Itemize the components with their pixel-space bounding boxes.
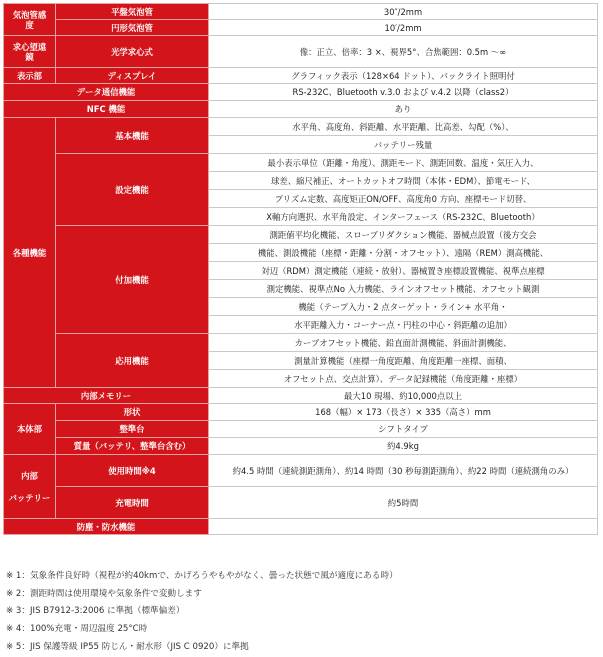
row-charge: [4, 487, 598, 519]
applied-value: 測量計算機能（座標一角度距離、角度距離一座標、面積、: [209, 352, 598, 370]
addon-value: 水平距離入力・コーナー点・円柱の中心・斜距離の追加）: [209, 316, 598, 334]
row-circ-bubble: [4, 20, 598, 36]
dust-value: [209, 519, 598, 535]
settings-value: プリズム定数、高度矩正ON/OFF、高度角0 方向、座標モード切替、: [209, 190, 598, 208]
weight-label: 質量（バッテリ、整準台含む）: [56, 438, 209, 455]
settings-value: X軸方向選択、水平角設定、インターフェース（RS-232C、Bluetooth）: [209, 208, 598, 226]
row-memory: [4, 388, 598, 404]
basic-value: バッテリー残量: [209, 136, 598, 154]
memory-value: 最大10 現場、約10,000点以上: [209, 388, 598, 404]
section-body: 本体部: [4, 404, 56, 455]
row-usage: [4, 455, 598, 487]
footnotes: [6, 568, 596, 656]
section-label-line: 度: [25, 19, 34, 30]
row-basic-1: [4, 118, 598, 136]
circ-bubble-label: 円形気泡管: [56, 20, 209, 36]
footnote: ※ 5：JIS 保護等級 IP55 防じん・耐水形（JIS C 0920）に準拠: [6, 641, 249, 652]
addon-label: 付加機能: [56, 226, 209, 334]
base-label: 整準台: [56, 421, 209, 438]
row-nfc: [4, 101, 598, 118]
section-label-line: 内部: [21, 470, 38, 481]
flat-bubble-value: 30″/2mm: [209, 4, 598, 20]
row-addon-1: [4, 226, 598, 244]
addon-value: 測定機能、視準点No 入力機能、ラインオフセット機能、オフセット観測: [209, 280, 598, 298]
shape-label: 形状: [56, 404, 209, 421]
weight-value: 約4.9kg: [209, 438, 598, 455]
shape-value: 168（幅）× 173（長さ）× 335（高さ）mm: [209, 404, 598, 421]
row-applied-1: [4, 334, 598, 352]
usage-label: 使用時間※4: [56, 455, 209, 487]
comm-label: データ通信機能: [4, 84, 209, 101]
nfc-label: NFC 機能: [4, 101, 209, 118]
section-display: 表示部: [4, 68, 56, 84]
addon-value: 機能、測設機能（座標・距離・分割・オフセット）、遠隔（REM）測高機能、: [209, 244, 598, 262]
applied-value: カーブオフセット機能、鉛直面計測機能、斜面計測機能、: [209, 334, 598, 352]
footnote: ※ 1：気象条件良好時（視程が約40kmで、かげろうやもやがなく、曇った状態で風が適度にある時）: [6, 571, 398, 581]
charge-label: 充電時間: [56, 487, 209, 519]
comm-value: RS-232C、Bluetooth v.3.0 および v.4.2 以降（class2）: [209, 84, 598, 101]
addon-value: 測距値平均化機能、スローブリダクション機能、器械点設置（後方交会: [209, 226, 598, 244]
charge-value: 約5時間: [209, 487, 598, 519]
memory-label: 内部メモリー: [4, 388, 209, 404]
footnote: ※ 4：100%充電・周辺温度 25°C時: [6, 624, 148, 635]
row-display: [4, 68, 598, 84]
section-plummet: [4, 36, 56, 68]
section-label-line: 求心望遠: [12, 41, 47, 52]
row-base: [4, 421, 598, 438]
dust-label: 防塵・防水機能: [4, 519, 209, 535]
flat-bubble-label: 平盤気泡管: [56, 4, 209, 20]
basic-value: 水平角、高度角、斜距離、水平距離、比高差、勾配（%）、: [209, 118, 598, 136]
circ-bubble-value: 10′/2mm: [209, 20, 598, 36]
row-settings-1: [4, 154, 598, 172]
base-value: シフトタイプ: [209, 421, 598, 438]
display-value: グラフィック表示（128×64 ドット）、バックライト照明付: [209, 68, 598, 84]
footnote: ※ 3：JIS B7912-3:2006 に準拠（標準偏差）: [6, 606, 185, 617]
spec-table: [3, 3, 598, 535]
section-label-line: 鏡: [25, 51, 34, 62]
usage-value: 約4.5 時間（連続測距測角）、約14 時間（30 秒毎測距測角）、約22 時間（連続測角のみ）: [209, 455, 598, 487]
section-label-line: バッテリー: [8, 492, 51, 503]
optical-plummet-label: 光学求心式: [56, 36, 209, 68]
applied-value: オフセット点、交点計算）、データ記録機能（角度距離・座標）: [209, 370, 598, 388]
row-comm: [4, 84, 598, 101]
addon-value: 対辺（RDM）測定機能（連続・放射）、器械置き座標設置機能、視準点座標: [209, 262, 598, 280]
settings-value: 最小表示単位（距離・角度）、測距モード、測距回数、温度・気圧入力、: [209, 154, 598, 172]
addon-value: 機能（テープ入力・2 点ターゲット・ライン+ 水平角・: [209, 298, 598, 316]
display-label: ディスプレイ: [56, 68, 209, 84]
basic-label: 基本機能: [56, 118, 209, 154]
section-bubble-sensitivity: [4, 4, 56, 36]
settings-label: 設定機能: [56, 154, 209, 226]
settings-value: 球差、縮尺補正、オートカットオフ時間（本体・EDM）、節電モード、: [209, 172, 598, 190]
row-dust: [4, 519, 598, 535]
optical-plummet-value: 像：正立、倍率：3 ×、視界5°、合焦範囲：0.5m 〜∞: [209, 36, 598, 68]
applied-label: 応用機能: [56, 334, 209, 388]
section-functions: 各種機能: [4, 118, 56, 388]
row-optical-plummet: [4, 36, 598, 68]
row-weight: [4, 438, 598, 455]
row-shape: [4, 404, 598, 421]
section-label-line: 気泡管感: [12, 9, 47, 20]
nfc-value: あり: [209, 101, 598, 118]
section-battery: [4, 455, 56, 519]
footnote: ※ 2：測距時間は使用環境や気象条件で変動します: [6, 588, 202, 599]
row-flat-bubble: [4, 4, 598, 20]
